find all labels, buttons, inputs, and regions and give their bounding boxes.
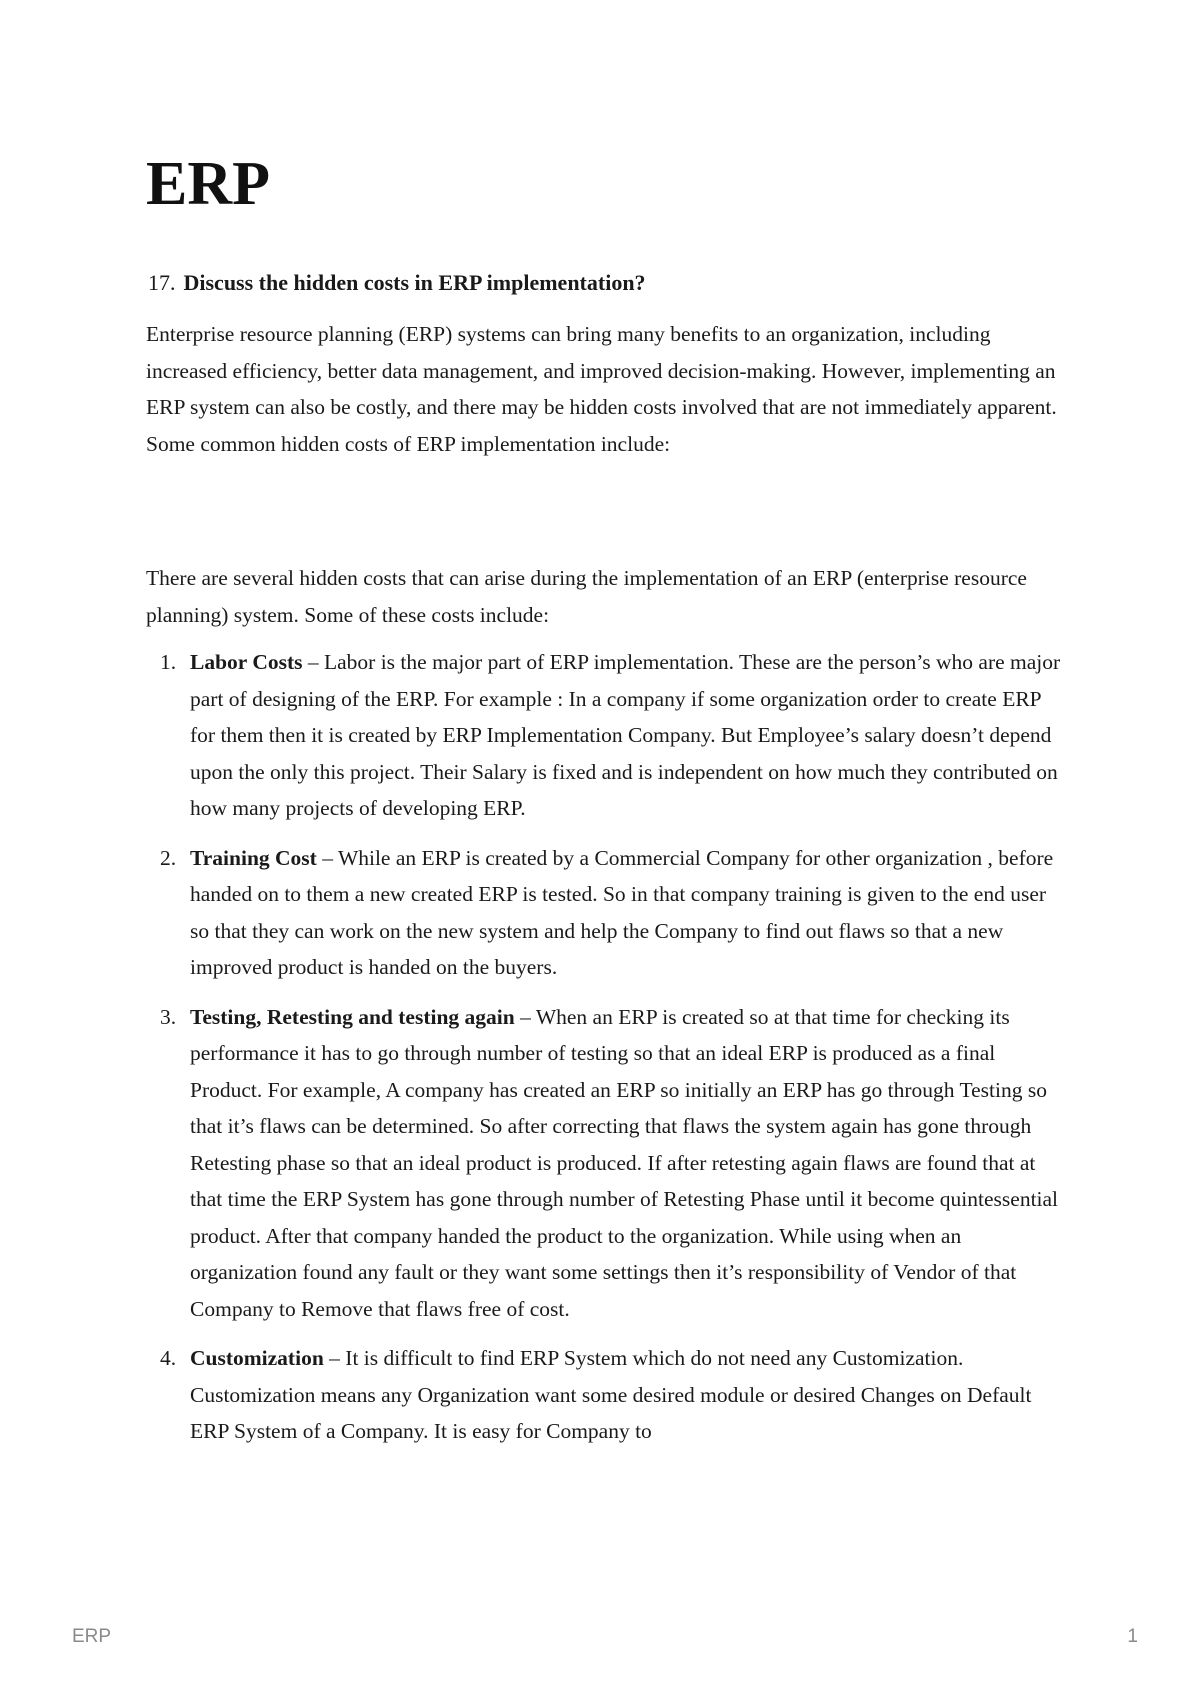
list-item-text: – Labor is the major part of ERP implementation. These are the person’s who are major part of designing of the ERP. For example : In a company if some organization order to create ERP for them then it is created by ERP Implementation Company. But Employee’s salary doesn’t depend upon the only this project. Their Salary is fixed and is independent on how much they contributed on how many projects of developing ERP. <box>190 650 1061 820</box>
list-item-number: 1. <box>160 650 177 674</box>
list-item-number: 3. <box>160 1004 177 1029</box>
document-title: ERP <box>146 150 270 218</box>
list-item-term: Customization <box>190 1346 324 1370</box>
list-item-text: – When an ERP is created so at that time for checking its performance it has to go through number of testing so that an ideal ERP is produced as a final Product. For example, A company has created an ERP so initially an ERP has go through Testing so that it’s flaws can be determined. So after correcting that flaws the system again has gone through Retesting phase so that an ideal product is produced. If after retesting again flaws are found that at that time the ERP System has gone through number of Retesting Phase until it become quintessential product. After that company handed the product to the organization. While using when an organization found any fault or they want some settings then it’s responsibility of Vendor of that Company to Remove that flaws free of cost. <box>190 1004 1059 1321</box>
list-item-term: Training Cost <box>190 845 317 870</box>
list-item-term: Labor Costs <box>190 650 303 674</box>
list-item <box>146 644 1066 827</box>
list-item-number: 2. <box>160 845 177 870</box>
costs-intro-paragraph: There are several hidden costs that can arise during the implementation of an ERP (enterprise resource planning) system. Some of these costs include: <box>146 566 1027 627</box>
list-item <box>146 1340 1066 1450</box>
question-number: 17. <box>148 270 176 295</box>
question-text: Discuss the hidden costs in ERP implementation? <box>183 270 646 295</box>
list-item-text: – It is difficult to find ERP System which do not need any Customization. Customization means any Organization want some desired module or desired Changes on Default ERP System of a Company. It is easy for Company to <box>190 1346 1032 1443</box>
question-heading <box>148 268 646 298</box>
list-item <box>146 840 1066 986</box>
page-number: 1 <box>1127 1626 1138 1647</box>
list-item-number: 4. <box>160 1346 177 1370</box>
list-item-term: Testing, Retesting and testing again <box>190 1004 515 1029</box>
intro-paragraph: Enterprise resource planning (ERP) systems can bring many benefits to an organization, including increased efficiency, better data management, and improved decision-making. However, implementing an ERP system can also be costly, and there may be hidden costs involved that are not immediately apparent. Some common hidden costs of ERP implementation include: <box>146 322 1057 456</box>
footer-label: ERP <box>72 1626 112 1647</box>
hidden-costs-list <box>146 644 1066 1463</box>
list-item <box>146 999 1066 1328</box>
list-item-text: – While an ERP is created by a Commercial Company for other organization , before handed on to them a new created ERP is tested. So in that company training is given to the end user so that they can work on the new system and help the Company to find out flaws so that a new improved product is handed on the buyers. <box>190 845 1054 979</box>
